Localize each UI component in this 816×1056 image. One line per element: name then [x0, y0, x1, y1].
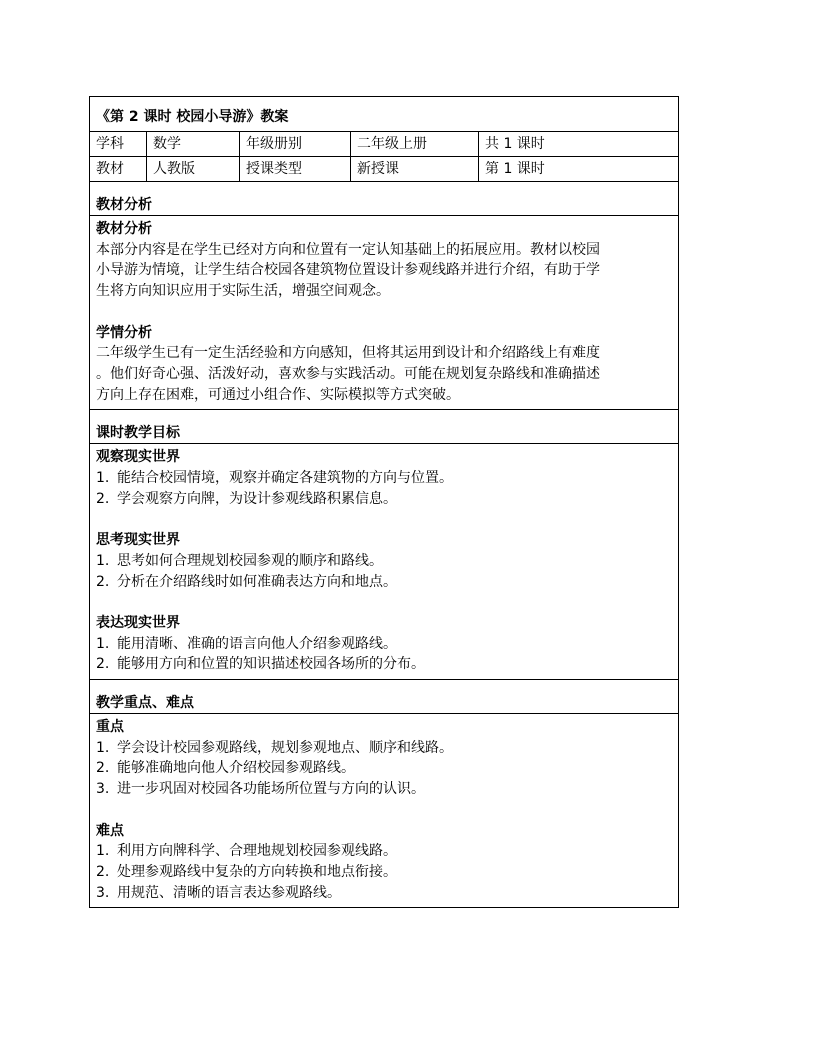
student-analysis-line: 。他们好奇心强、活泼好动，喜欢参与实践活动。可能在规划复杂路线和准确描述	[96, 365, 600, 382]
list-item: 1. 能结合校园情境，观察并确定各建筑物的方向与位置。	[96, 468, 672, 489]
goal-list	[96, 468, 672, 509]
key-list	[96, 841, 672, 903]
meta-row-2	[90, 157, 678, 182]
goal-group-title: 表达现实世界	[96, 614, 180, 631]
list-item: 2. 能够用方向和位置的知识描述校园各场所的分布。	[96, 654, 672, 675]
list-item: 1. 利用方向牌科学、合理地规划校园参观线路。	[96, 841, 672, 862]
goal-list	[96, 551, 672, 592]
list-item-text: 能结合校园情境，观察并确定各建筑物的方向与位置。	[117, 470, 453, 487]
student-analysis-line: 方向上存在困难，可通过小组合作、实际模拟等方式突破。	[96, 386, 460, 403]
list-item-text: 能够准确地向他人介绍校园参观路线。	[117, 760, 355, 777]
textbook-value: 人教版	[147, 157, 240, 181]
list-item: 2. 处理参观路线中复杂的方向转换和地点衔接。	[96, 862, 672, 883]
lesson-plan-table	[89, 96, 679, 908]
analysis-body	[90, 216, 678, 410]
document-title: 《第 2 课时 校园小导游》教案	[90, 97, 678, 132]
list-item-text: 思考如何合理规划校园参观的顺序和路线。	[117, 552, 383, 569]
subject-value: 数学	[147, 132, 240, 156]
goal-group-title: 思考现实世界	[96, 532, 180, 549]
key-list	[96, 738, 672, 800]
key-group-title: 重点	[96, 719, 124, 736]
analysis-heading: 教材分析	[90, 182, 678, 216]
list-item-text: 学会设计校园参观路线，规划参观地点、顺序和线路。	[117, 739, 453, 756]
grade-label: 年级册别	[240, 132, 351, 156]
textbook-analysis-line: 小导游为情境，让学生结合校园各建筑物位置设计参观线路并进行介绍，有助于学	[96, 262, 600, 279]
list-item-text: 用规范、清晰的语言表达参观路线。	[117, 884, 341, 901]
list-item: 3. 用规范、清晰的语言表达参观路线。	[96, 883, 672, 904]
list-item-text: 能用清晰、准确的语言向他人介绍参观路线。	[117, 635, 397, 652]
list-item-text: 进一步巩固对校园各功能场所位置与方向的认识。	[117, 781, 425, 798]
list-item: 2. 分析在介绍路线时如何准确表达方向和地点。	[96, 572, 672, 593]
list-item: 2. 能够准确地向他人介绍校园参观路线。	[96, 758, 672, 779]
key-group-title: 难点	[96, 822, 124, 839]
textbook-analysis-line: 生将方向知识应用于实际生活，增强空间观念。	[96, 283, 390, 300]
list-item-text: 能够用方向和位置的知识描述校园各场所的分布。	[117, 656, 425, 673]
list-item: 1. 思考如何合理规划校园参观的顺序和路线。	[96, 551, 672, 572]
list-item: 1. 能用清晰、准确的语言向他人介绍参观路线。	[96, 634, 672, 655]
lesson-type-label: 授课类型	[240, 157, 351, 181]
total-lessons: 共 1 课时	[485, 136, 545, 152]
textbook-analysis-title: 教材分析	[96, 221, 152, 237]
meta-row-1	[90, 132, 678, 157]
goals-body	[90, 444, 678, 680]
list-item-text: 利用方向牌科学、合理地规划校园参观线路。	[117, 843, 397, 860]
textbook-label: 教材	[90, 157, 147, 181]
list-item-text: 分析在介绍路线时如何准确表达方向和地点。	[117, 573, 397, 590]
key-points-body	[90, 714, 678, 907]
textbook-analysis-line: 本部分内容是在学生已经对方向和位置有一定认知基础上的拓展应用。教材以校园	[96, 241, 600, 258]
lesson-type-value: 新授课	[351, 157, 479, 181]
grade-value: 二年级上册	[351, 132, 479, 156]
list-item: 1. 学会设计校园参观路线，规划参观地点、顺序和线路。	[96, 738, 672, 759]
student-analysis-title: 学情分析	[96, 324, 152, 341]
list-item: 3. 进一步巩固对校园各功能场所位置与方向的认识。	[96, 779, 672, 800]
list-item: 2. 学会观察方向牌，为设计参观线路积累信息。	[96, 489, 672, 510]
lesson-number: 第 1 课时	[485, 161, 545, 177]
subject-label: 学科	[90, 132, 147, 156]
goal-list	[96, 634, 672, 675]
student-analysis-line: 二年级学生已有一定生活经验和方向感知，但将其运用到设计和介绍路线上有难度	[96, 345, 600, 362]
key-points-heading: 教学重点、难点	[90, 680, 678, 714]
list-item-text: 学会观察方向牌，为设计参观线路积累信息。	[117, 490, 397, 507]
goal-group-title: 观察现实世界	[96, 449, 180, 466]
goals-heading: 课时教学目标	[90, 410, 678, 444]
list-item-text: 处理参观路线中复杂的方向转换和地点衔接。	[117, 863, 397, 880]
